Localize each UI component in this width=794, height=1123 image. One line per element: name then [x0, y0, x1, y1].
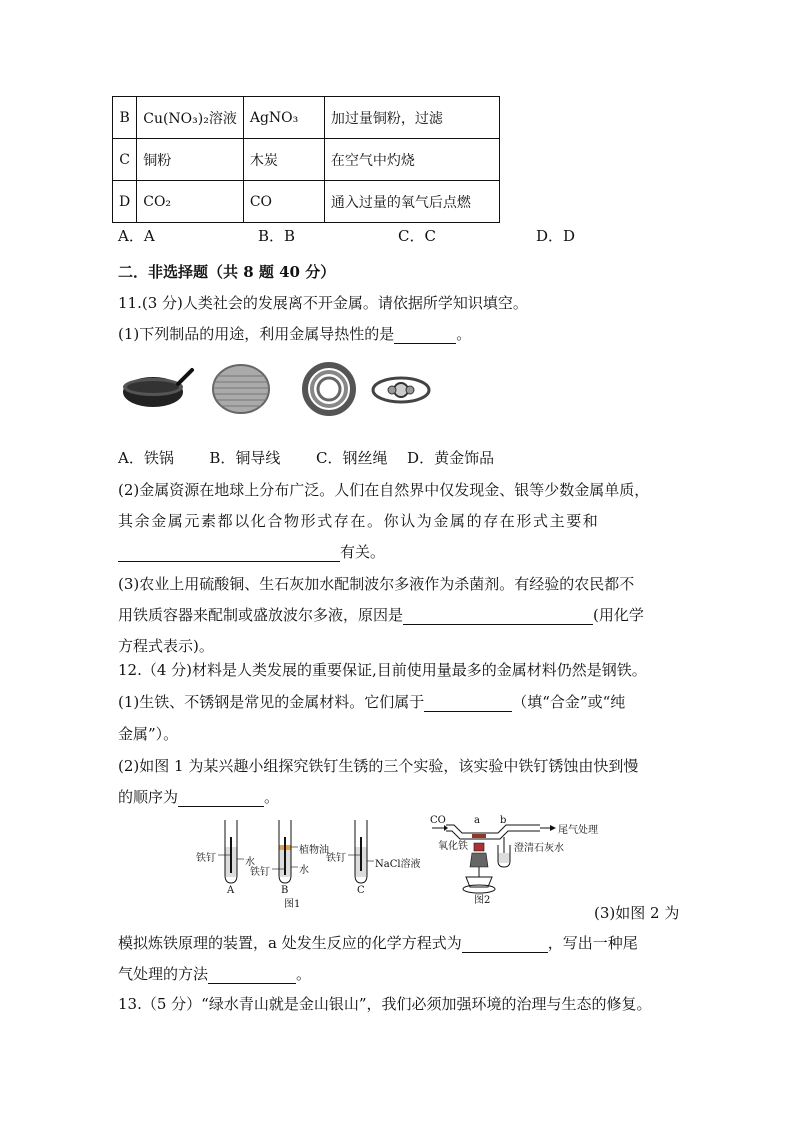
steel-wire-rope-icon — [302, 362, 356, 416]
gold-jewelry-icon — [370, 370, 432, 410]
row-method: 通入过量的氧气后点燃 — [324, 181, 499, 223]
row-letter: D — [113, 181, 137, 223]
row-impurity: CO — [243, 181, 324, 223]
table-row — [113, 181, 500, 223]
figure-2-caption: 图2 — [474, 895, 491, 906]
q12-part3-line3-start: 气处理的方法 — [118, 965, 209, 983]
q12-part1-start: (1)生铁、不锈钢是常见的金属材料。它们属于 — [118, 693, 425, 711]
answer-blank[interactable] — [462, 936, 548, 953]
q12-part3-start: (3)如图 2 为 — [594, 904, 680, 922]
row-method: 加过量铜粉，过滤 — [324, 97, 499, 139]
q12-stem: 12.（4 分)材料是人类发展的重要保证,目前使用量最多的金属材料仍然是钢铁。 — [118, 661, 647, 679]
row-substance: Cu(NO₃)₂溶液 — [137, 97, 244, 139]
figure-1-caption: 图1 — [284, 899, 301, 910]
q12-part2-line2 — [118, 787, 279, 807]
tail-gas-label: 尾气处理 — [558, 825, 598, 836]
q12-part3-line2 — [118, 933, 638, 953]
copper-wire-coil-icon — [210, 362, 272, 416]
q11-part3-start: 用铁质容器来配制或盛放波尔多液，原因是 — [118, 606, 404, 624]
q11-part2-line3 — [118, 542, 385, 562]
q10-option-c: C．C — [398, 227, 436, 245]
q12-part1-end: （填“合金”或“纯 — [512, 693, 626, 711]
q11-part1-end: 。 — [456, 325, 472, 343]
q11-option-d: D．黄金饰品 — [407, 449, 495, 467]
figure-2 — [428, 815, 628, 905]
q10-option-d: D．D — [536, 227, 576, 245]
q11-part3-line1: (3)农业上用硫酸铜、生石灰加水配制波尔多液作为杀菌剂。有经验的农民都不 — [118, 575, 635, 593]
q11-part2-end: 有关。 — [340, 543, 386, 561]
row-substance: 铜粉 — [137, 139, 244, 181]
q11-part3-line2 — [118, 605, 644, 625]
q11-options — [118, 448, 494, 468]
section-title: 二．非选择题（共 8 题 40 分） — [118, 263, 336, 281]
q12-part3-line2-end: ，写出一种尾 — [547, 934, 638, 952]
q13-stem: 13.（5 分）“绿水青山就是金山银山”，我们必须加强环境的治理与生态的修复。 — [118, 995, 652, 1013]
q10-option-b: B．B — [258, 227, 296, 245]
q11-part1-text: (1)下列制品的用途，利用金属导热性的是 — [118, 325, 395, 343]
iron-smelting-apparatus — [428, 815, 628, 905]
tube-c-label: C — [357, 885, 365, 896]
answer-blank[interactable] — [118, 545, 340, 562]
tube-b-right-label: 水 — [299, 865, 309, 876]
q12-part3-line3-end: 。 — [296, 965, 312, 983]
q11-part2-line2: 其余金属元素都以化合物形式存在。你认为金属的存在形式主要和 — [118, 512, 600, 530]
tube-c-left-label: 铁钉 — [326, 853, 346, 864]
tube-c-right-label: NaCl溶液 — [375, 859, 421, 870]
figure-1 — [192, 815, 422, 910]
iron-oxide-label: 氧化铁 — [438, 841, 468, 852]
q12-part2-end: 。 — [264, 788, 280, 806]
table-row — [113, 97, 500, 139]
point-b-label: b — [500, 815, 507, 826]
tube-b-label: B — [281, 885, 289, 896]
q12-part1 — [118, 692, 625, 712]
limewater-label: 澄清石灰水 — [514, 843, 564, 854]
row-letter: B — [113, 97, 137, 139]
q12-part2-start: 的顺序为 — [118, 788, 179, 806]
row-letter: C — [113, 139, 137, 181]
q11-option-c: C．钢丝绳 — [316, 449, 388, 467]
q12-part3-line2-start: 模拟炼铁原理的装置，a 处发生反应的化学方程式为 — [118, 934, 462, 952]
answer-blank[interactable] — [394, 327, 456, 344]
point-a-label: a — [474, 815, 480, 826]
q12-part2-line1: (2)如图 1 为某兴趣小组探究铁钉生锈的三个实验，该实验中铁钉锈蚀由快到慢 — [118, 757, 639, 775]
iron-wok-icon — [120, 362, 194, 416]
q11-part1 — [118, 324, 471, 344]
table-row — [113, 139, 500, 181]
co-label: CO — [430, 815, 446, 826]
q11-stem: 11.(3 分)人类社会的发展离不开金属。请依据所学知识填空。 — [118, 294, 528, 312]
tube-a-label: A — [227, 885, 235, 896]
answer-blank[interactable] — [424, 695, 512, 712]
q10-option-a: A．A — [118, 227, 155, 245]
q12-part3-line3 — [118, 964, 311, 984]
row-substance: CO₂ — [137, 181, 244, 223]
q11-option-a: A．铁锅 — [118, 449, 174, 467]
tube-a-right-label: 水 — [245, 857, 255, 868]
answer-blank[interactable] — [403, 608, 593, 625]
answer-blank[interactable] — [178, 790, 264, 807]
row-impurity: AgNO₃ — [243, 97, 324, 139]
q11-part3-line3: 方程式表示)。 — [118, 637, 214, 655]
q11-part3-end: (用化学 — [593, 606, 644, 624]
tube-b-left-label: 铁钉 — [250, 867, 270, 878]
options-table — [112, 96, 500, 223]
row-method: 在空气中灼烧 — [324, 139, 499, 181]
tube-b-top-label: 植物油 — [299, 845, 329, 856]
tube-a-left-label: 铁钉 — [196, 853, 216, 864]
q11-part2-line1: (2)金属资源在地球上分布广泛。人们在自然界中仅发现金、银等少数金属单质， — [118, 481, 650, 499]
answer-blank[interactable] — [208, 967, 296, 984]
q12-part1-line2: 金属”）。 — [118, 725, 179, 743]
q11-option-b: B．铜导线 — [209, 449, 281, 467]
row-impurity: 木炭 — [243, 139, 324, 181]
